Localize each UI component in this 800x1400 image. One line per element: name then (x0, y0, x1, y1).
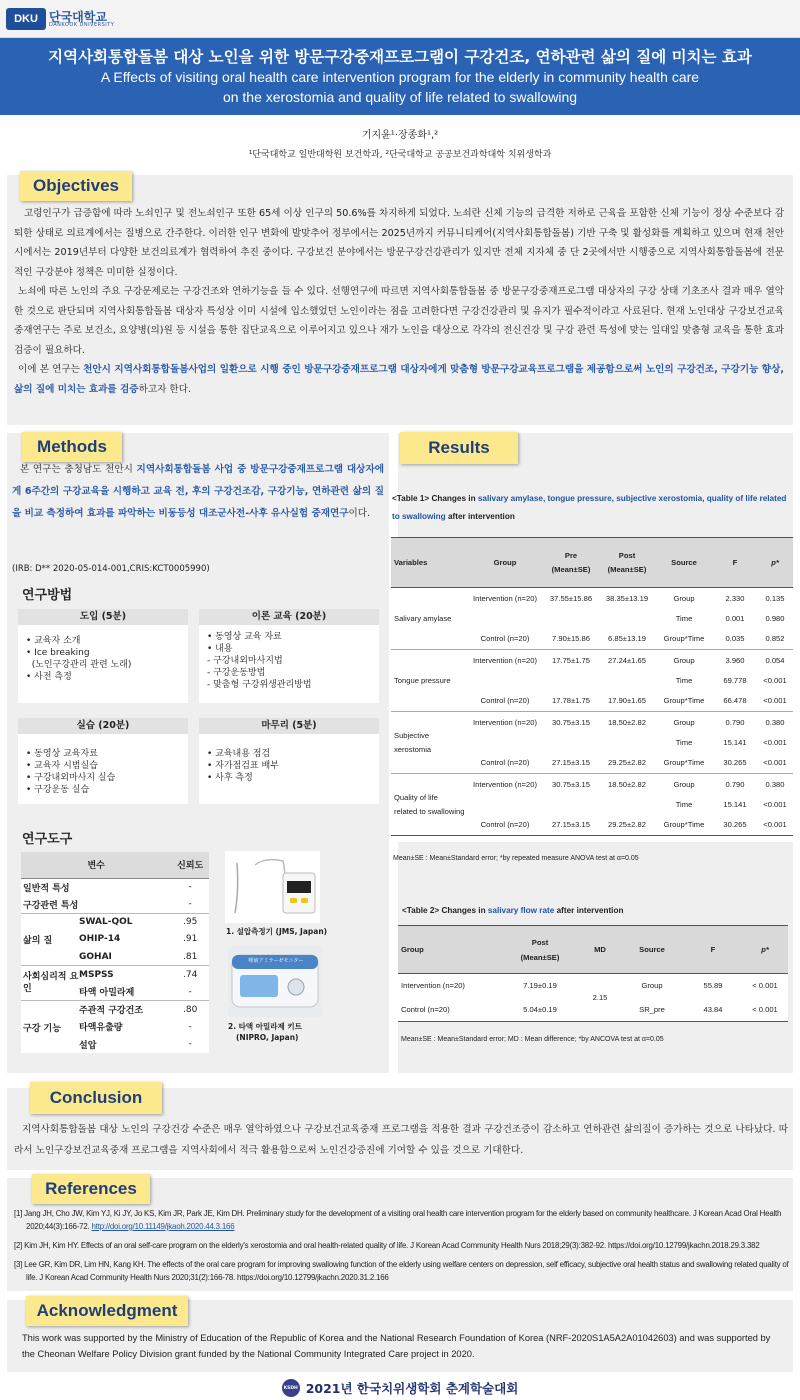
list-item: - 구강운동방법 (207, 668, 266, 678)
list-item: • 사후 측정 (207, 773, 253, 783)
acknowledgment-header: Acknowledgment (26, 1296, 188, 1326)
table-cell: 17.78±1.75 (552, 696, 590, 706)
table-cell: <0.001 (763, 799, 787, 809)
conclusion-header: Conclusion (30, 1082, 162, 1114)
table-cell: 30.75±3.15 (552, 779, 590, 789)
caption-line: (NIPRO, Japan) (236, 1033, 299, 1042)
university-logo (6, 6, 114, 32)
list-item: • 교육자 시범실습 (26, 761, 98, 771)
device-1-caption: 1. 설압측정기 (JMS, Japan) (226, 927, 328, 936)
column-header: F (710, 945, 716, 954)
method-box-title: 실습 (20분) (18, 718, 188, 734)
table-cell: 15.141 (723, 737, 747, 747)
acknowledgment-body: This work was supported by the Ministry of Education of the Republic of Korea and the National Research Foundation of Korea (NRF-2020S1A5A2A01042603) and was supported by the Cheonan Welfare Policy Division grant funded by the National Community Integrated Care project in 2020. (22, 1333, 771, 1359)
table-cell: 18.50±2.82 (608, 779, 646, 789)
method-box-title: 마무리 (5분) (199, 718, 379, 734)
objectives-body (14, 204, 784, 399)
objectives-paragraph-3: 이에 본 연구는 천안시 지역사회통합돌봄사업의 일환으로 시행 중인 방문구강중재프로그램 대상자에게 맞춤형 방문구강교육프로그램을 제공함으로써 노인의 구강건조, 구강기능 향상, 삶의 질에 미치는 효과를 검증하고자 한다. (14, 364, 784, 395)
variable-name-line: Quality of life (394, 792, 438, 802)
table-cell: Group*Time (663, 820, 705, 830)
list-item: • 내용 (207, 644, 233, 654)
method-box-practice (18, 718, 188, 804)
objectives-header: Objectives (20, 171, 132, 201)
table-cell: 0.135 (765, 593, 785, 603)
objectives-paragraph-2: 노쇠에 따른 노인의 주요 구강문제로는 구강건조와 연하기능을 들 수 있다. 선행연구에 따르면 지역사회통합돌봄 중 방문구강중재프로그램 대상자의 구강 상태 기초조사 결과 매우 열악한 것으로 판단되며 지역사회통합돌봄 대상자 특성상 이미 시설에 입소했었던 노인이라는 점을 고려한다면 구강건강관리 및 유지가 필수적이라고 사료된다. 현재 노인대상 구강보건교육 중재연구는 주로 보건소, 요양병(의)원 등 시설을 통한 집단교육으로 이루어지고 있으나 재가 노인을 대상으로 각각의 전신건강 및 구강 관련 특성에 맞는 일대일 맞춤형 교육을 통한 효과검증이 필요하다. (14, 286, 784, 356)
table-row: 구강관련 특성 - (21, 896, 209, 914)
authors: 기지윤¹·장종화¹,² (361, 130, 439, 141)
variable-name-line: xerostomia (394, 744, 432, 754)
list-item: - 구강내외마사지법 (207, 656, 283, 666)
list-item: • 교육내용 점검 (207, 749, 271, 759)
table-cell: <0.001 (763, 675, 787, 685)
list-item: • 구강내외마사지 실습 (26, 773, 116, 783)
column-header: Pre (Mean±SE) (551, 550, 591, 574)
column-header: 신뢰도 (171, 852, 209, 878)
table-header-row (398, 926, 788, 974)
table-cell (467, 670, 543, 691)
table-cell: 0.380 (765, 717, 785, 727)
column-header: 변수 (21, 852, 171, 878)
table-row (391, 712, 793, 733)
table-cell: 30.265 (723, 758, 747, 768)
table-cell: 17.90±1.65 (608, 696, 646, 706)
table-cell: Time (675, 737, 693, 747)
table-row: Control (n=20) 5.04±0.19 SR_pre 43.84 < 0.001 (398, 998, 788, 1022)
table-cell: 30.265 (723, 820, 747, 830)
table-row: 타액유출량 - (79, 1021, 192, 1034)
reference-item: [1] Jang JH, Cho JW, Kim YJ, Ki JY, Jo KS, Kim JR, Park JE, Kim DH. Preliminary study for the development of a visiting oral health care intervention program for the elderly based on community healthcare. J Korean Acad Oral Health 2020;44(3):166-72. http://doi.org/10.11149/jkaoh.2020.44.3.166 (14, 1209, 782, 1231)
list-item: • 동영상 교육자료 (26, 749, 98, 759)
table-cell (543, 670, 599, 691)
title-korean: 지역사회통합돌봄 대상 노인을 위한 방문구강중재프로그램이 구강건조, 연하관련 삶의 질에 미치는 효과 (48, 48, 752, 66)
table-cell (467, 732, 543, 753)
methods-header: Methods (22, 432, 122, 462)
references-header: References (32, 1174, 150, 1204)
table-cell: Control (n=20) (480, 634, 530, 644)
table-cell: 29.25±2.82 (608, 820, 646, 830)
table2-title: <Table 2> Changes in salivary flow rate after intervention (402, 906, 624, 915)
conclusion-body: 지역사회통합돌봄 대상 노인의 구강건강 수준은 매우 열악하였으나 구강보건교육중재 프로그램을 적용한 결과 구강건조증이 감소하고 연하관련 삶의질이 증가하는 것으로 나타났다. 따라서 노인구강보건교육중재 프로그램을 지역사회에서 적극 활용함으로써 노인건강증진에 기여할 수 있을 것으로 기대한다. (14, 1124, 788, 1156)
table-row: 설압 - (79, 1039, 192, 1051)
table-cell: 3.960 (725, 655, 745, 665)
list-item: • Ice breaking (26, 648, 90, 658)
table-cell: 37.55±15.86 (549, 593, 593, 603)
table-cell: 69.778 (723, 675, 747, 685)
table-cell: Group (673, 717, 695, 727)
list-item: • 자가점검표 배부 (207, 761, 279, 771)
table-header-row (21, 852, 209, 878)
caption-line: 2. 타액 아밀라제 키트 (228, 1022, 302, 1031)
table-cell: 15.141 (723, 799, 747, 809)
column-header: Source (639, 945, 665, 954)
method-box-title: 도입 (5분) (18, 609, 188, 625)
table-row: Intervention (n=20) 7.19±0.19 2.15 Group 55.89 < 0.001 (398, 974, 788, 998)
footer (0, 1376, 800, 1400)
list-item: • 사전 측정 (26, 672, 72, 682)
table-cell: 27.15±3.15 (552, 820, 590, 830)
table-row: 일반적 특성 - (23, 882, 192, 894)
logo-name: 단국대학교 (49, 9, 107, 24)
society-emblem-icon: KSDH (282, 1379, 300, 1397)
table-cell: 2.330 (725, 593, 745, 603)
table-cell: Intervention (n=20) (473, 717, 537, 727)
table2-title-highlight: salivary flow rate (487, 906, 555, 915)
variable-name-line: Salivary amylase (394, 613, 452, 623)
table-cell: Group*Time (663, 634, 705, 644)
table-cell (599, 794, 655, 815)
table-cell (543, 794, 599, 815)
reference-link[interactable]: http://doi.org/10.11149/jkaoh.2020.44.3.166 (91, 1222, 235, 1231)
variable-name-line: Tongue pressure (394, 675, 451, 685)
table-cell: Group (673, 593, 695, 603)
salivary-amylase-kit-image (228, 945, 322, 1017)
table1-title: <Table 1> Changes in salivary amylase, tongue pressure, subjective xerostomia, quality of life related to swallowing after intervention (392, 494, 787, 521)
affiliations: ¹단국대학교 일반대학원 보건학과, ²단국대학교 공공보건과학대학 치위생학과 (248, 150, 552, 160)
reference-item: [3] Lee GR, Kim DR, Lim HN, Kang KH. The effects of the oral care program for improving swallowing function of the elderly using welfare centers on depression, self efficacy, subjective oral health status and swallowing related quality of life. J Korean Acad Community Health Nurs 2020;31(2):166-78. https://doi.org/10.12799/jkachn.2020.31.2.166 (14, 1260, 789, 1282)
table1-note: Mean±SE : Mean±Standard error; *by repeated measure ANOVA test at α=0.05 (393, 855, 639, 862)
table-cell: 0.035 (725, 634, 745, 644)
research-tools-table (21, 852, 209, 1053)
list-item: • 교육자 소개 (26, 636, 81, 646)
table-cell (599, 732, 655, 753)
table-cell (543, 608, 599, 629)
top-bar (0, 0, 800, 38)
table-cell: 0.980 (765, 613, 785, 623)
column-header: Post (Mean±SE) (520, 937, 560, 962)
logo-mark: DKU (6, 8, 46, 30)
variable-name (391, 774, 467, 836)
table-cell: Intervention (n=20) (473, 779, 537, 789)
table2-note: Mean±SE : Mean±Standard error; MD : Mean difference; *by ANCOVA test at α=0.05 (401, 1036, 664, 1043)
table-cell (599, 608, 655, 629)
table-row: GOHAI .81 (21, 948, 209, 966)
list-item: • 구강운동 실습 (26, 785, 90, 795)
tongue-pressure-device-image (225, 851, 320, 923)
title-banner (0, 38, 800, 115)
table-cell: Group*Time (663, 696, 705, 706)
table-cell: Control (n=20) (480, 820, 530, 830)
table-row (391, 774, 793, 795)
list-item: - 맞춤형 구강위생관리방법 (207, 680, 312, 690)
table-cell (599, 670, 655, 691)
column-header: p* (771, 558, 779, 567)
table-cell: 0.790 (725, 779, 745, 789)
table-cell: 18.50±2.82 (608, 717, 646, 727)
table-cell: 29.25±2.82 (608, 758, 646, 768)
objectives-highlight: 천안시 지역사회통합돌봄사업의 일환으로 시행 중인 방문구강중재프로그램 대상자에게 맞춤형 방문구강교육프로그램을 제공함으로써 노인의 구강건조, 구강기능 향상, 삶의 질에 미치는 효과를 검증 (14, 364, 784, 395)
irb-number: (IRB: D** 2020-05-014-001,CRIS:KCT0005990) (12, 564, 210, 574)
table-cell: 7.90±15.86 (552, 634, 590, 644)
device-2-caption (228, 1021, 302, 1043)
list-item: (노인구강관리 관련 노래) (26, 660, 132, 670)
device-label: 唾液アミラーゼモニター (248, 958, 304, 964)
table-cell: Time (675, 799, 693, 809)
column-header: Group (401, 945, 424, 954)
variable-name-line: related to swallowing (394, 806, 465, 816)
objectives-paragraph-1: 고령인구가 급증함에 따라 노쇠인구 및 전노쇠인구 또한 65세 이상 인구의 50.6%를 차지하게 되었다. 노쇠란 신체 기능의 급격한 저하로 근육을 포함한 신체 기능이 정상 수준보다 감퇴한 상태로 의료계에서는 질병으로 간주한다. 이러한 인구 변화에 발맞추어 정부에서는 2025년까지 커뮤니티케어(지역사회통합돌봄) 기반 구축 및 활성화를 계획하고 있으며 현재 천안시에서는 2019년부터 다양한 보건의료계가 협력하여 추진 중이다. 구강보건 분야에서는 방문구강건강관리가 있지만 전체 지자체 중 단 2곳에서만 시행중으로 지역사회통합돌봄에 전문적인 구강분야 정책은 미미한 실정이다. (14, 208, 784, 278)
table1-title-highlight: salivary amylase, tongue pressure, subjective xerostomia, quality of life related to swallowing (392, 494, 787, 521)
table-cell: 0.380 (765, 779, 785, 789)
table-cell: Intervention (n=20) (473, 593, 537, 603)
table1 (391, 537, 793, 836)
variable-name (391, 712, 467, 774)
column-header: Variables (394, 558, 428, 567)
table-cell: Group (673, 655, 695, 665)
table-cell: <0.001 (763, 758, 787, 768)
table-cell: <0.001 (763, 696, 787, 706)
table-cell: Group*Time (663, 758, 705, 768)
methods-highlight: 지역사회통합돌봄 사업 중 방문구강중재프로그램 대상자에게 6주간의 구강교육을 시행하고 교육 전, 후의 구강건조감, 구강기능, 연하관련 삶의 질을 비교 측정하여 효과를 파악하는 비동등성 대조군사전-사후 유사실험 중재연구 (12, 464, 384, 519)
research-method-heading: 연구방법 (22, 588, 73, 603)
table-cell: 0.790 (725, 717, 745, 727)
method-box-title: 이론 교육 (20분) (199, 609, 379, 625)
table-cell: 27.24±1.65 (608, 655, 646, 665)
table-cell: Time (675, 675, 693, 685)
variable-name (391, 588, 467, 650)
column-header: MD (594, 945, 606, 954)
variable-name (391, 650, 467, 712)
table-cell: Time (675, 613, 693, 623)
methods-body: 본 연구는 충청남도 천안시 지역사회통합돌봄 사업 중 방문구강중재프로그램 대상자에게 6주간의 구강교육을 시행하고 교육 전, 후의 구강건조감, 구강기능, 연하관련 삶의 질을 비교 측정하여 효과를 파악하는 비동등성 대조군사전-사후 유사실험 중재연구이다. (12, 464, 384, 519)
method-box-theory (199, 609, 379, 703)
table-cell: 6.85±13.19 (608, 634, 646, 644)
table-row (391, 650, 793, 671)
reference-item: [2] Kim JH, Kim HY. Effects of an oral self-care program on the elderly's xerostomia and oral health-related quality of life. J Korean Acad Community Health Nurs 2018;29(3):382-92. https://doi.org/10.12799/jkachn.2018.29.3.382 (14, 1241, 760, 1250)
method-box-closing (199, 718, 379, 804)
table-row: 사회심리적 요인 MSPSS .74 (23, 969, 198, 994)
table-cell: Group (673, 779, 695, 789)
table-cell: 0.001 (725, 613, 745, 623)
table-cell (467, 794, 543, 815)
column-header: Post (Mean±SE) (607, 550, 647, 574)
table-row: 삶의 질 SWAL-QOL .95 (23, 917, 198, 946)
mean-difference: 2.15 (592, 993, 608, 1002)
table-cell: <0.001 (763, 820, 787, 830)
table-row: OHIP-14 .91 (79, 934, 198, 945)
table-row: 타액 아밀라제 - (21, 983, 209, 1001)
title-english-line1: A Effects of visiting oral health care intervention program for the elderly in community health care (100, 69, 700, 85)
title-english-line2: on the xerostomia and quality of life related to swallowing (222, 89, 578, 105)
table-cell: Intervention (n=20) (473, 655, 537, 665)
research-tools-heading: 연구도구 (22, 832, 73, 847)
table-cell: 27.15±3.15 (552, 758, 590, 768)
list-item: • 동영상 교육 자료 (207, 632, 282, 642)
method-box-intro (18, 609, 188, 703)
table-header-row (391, 538, 793, 588)
column-header: F (732, 558, 738, 567)
references-list (14, 1207, 790, 1284)
results-header: Results (400, 432, 518, 464)
table-row: 구강 기능 주관적 구강건조 .80 (23, 1004, 198, 1034)
table-cell: <0.001 (763, 737, 787, 747)
table-cell: 0.852 (765, 634, 785, 644)
table-cell (467, 608, 543, 629)
table-cell: Control (n=20) (480, 696, 530, 706)
table-cell: 66.478 (723, 696, 747, 706)
column-header: p* (761, 945, 769, 954)
column-header: Group (493, 558, 517, 567)
table-cell: 17.75±1.75 (552, 655, 590, 665)
column-header: Source (671, 558, 697, 567)
table-cell: 30.75±3.15 (552, 717, 590, 727)
table2 (398, 925, 788, 1022)
table-cell: 38.35±13.19 (605, 593, 649, 603)
conference-name: 2021년 한국치위생학회 춘계학술대회 (305, 1381, 519, 1396)
variable-name-line: Subjective (394, 730, 430, 740)
table-cell (543, 732, 599, 753)
table-cell: Control (n=20) (480, 758, 530, 768)
table-row (391, 588, 793, 609)
table-cell: 0.054 (765, 655, 785, 665)
logo-subname: DANKOOK UNIVERSITY (49, 21, 115, 28)
